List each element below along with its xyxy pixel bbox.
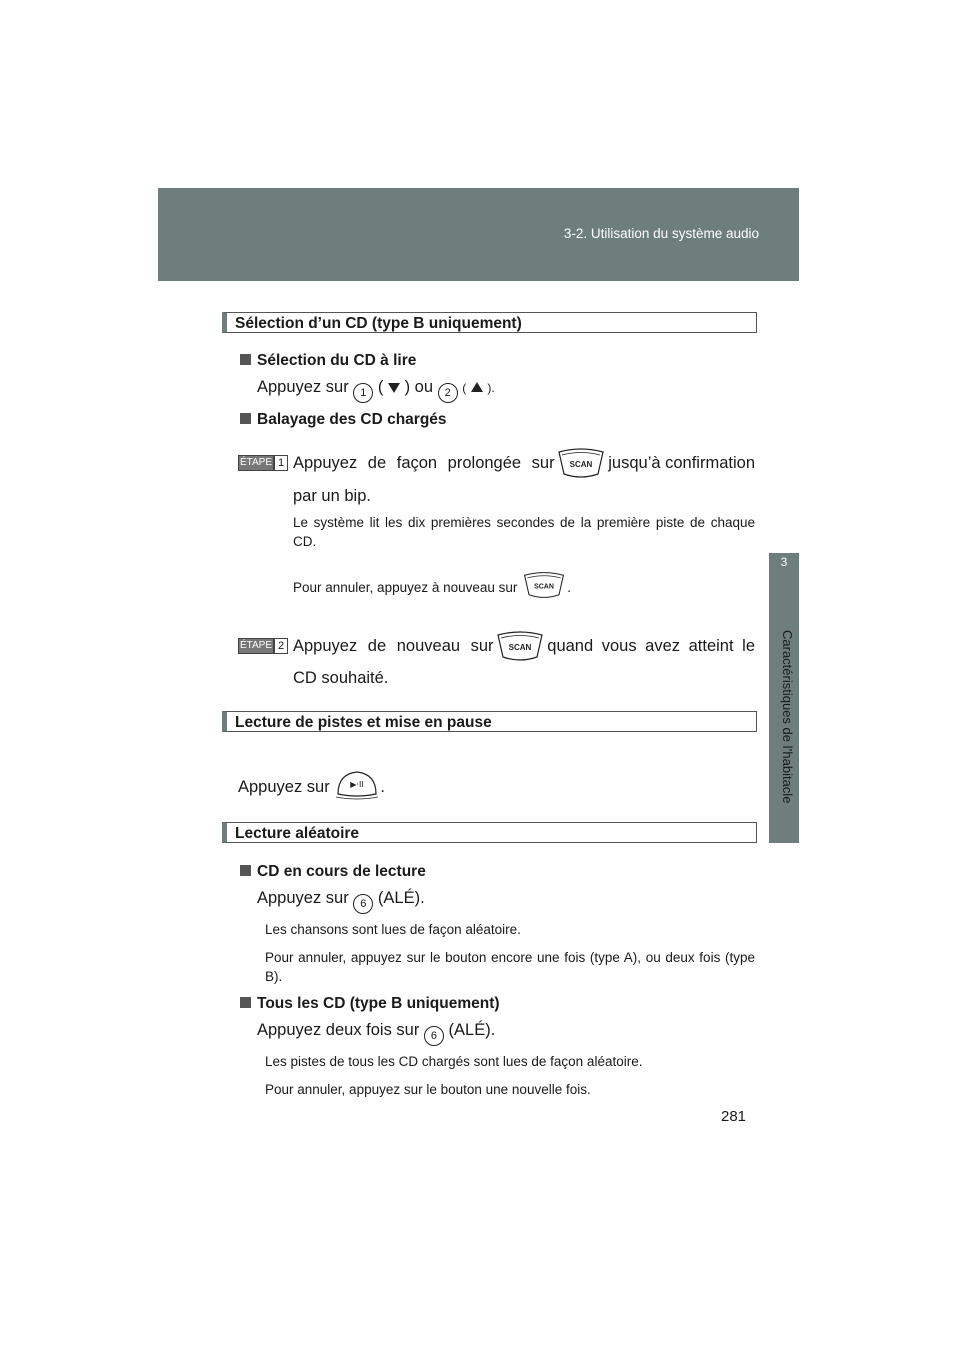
scan-button-icon xyxy=(521,570,567,600)
step-number: 1 xyxy=(274,455,288,471)
step-1-instruction xyxy=(293,446,755,480)
subheading-text: Sélection du CD à lire xyxy=(257,352,417,369)
text: Appuyez sur xyxy=(238,778,330,796)
text: . xyxy=(567,580,571,595)
svg-text:▶·II: ▶·II xyxy=(350,780,365,789)
chapter-number: 3 xyxy=(780,555,788,569)
text: Appuyez sur xyxy=(257,889,349,907)
square-bullet-icon xyxy=(240,354,251,365)
step-tag: ÉTAPE xyxy=(238,455,274,471)
chapter-label: Caractéristiques de l’habitacle xyxy=(780,630,795,804)
step-1-badge xyxy=(238,455,288,471)
text: ) ou xyxy=(404,378,434,396)
text: (ALÉ). xyxy=(448,1021,496,1039)
step-2-badge xyxy=(238,638,288,654)
step-1-cancel-note xyxy=(293,570,571,600)
step-number: 2 xyxy=(274,638,288,654)
section-title-play-pause: Lecture de pistes et mise en pause xyxy=(222,711,757,732)
section-title-random: Lecture aléatoire xyxy=(222,822,757,843)
svg-text:SCAN: SCAN xyxy=(509,643,532,652)
subheading-select-cd xyxy=(240,352,416,370)
svg-text:SCAN: SCAN xyxy=(570,460,593,469)
step-1-note: Le système lit les dix premières secondes de la première piste de chaque CD. xyxy=(293,515,755,549)
text: ( xyxy=(462,381,467,395)
text: Pour annuler, appuyez à nouveau sur xyxy=(293,580,518,595)
step-tag: ÉTAPE xyxy=(238,638,274,654)
section-title-cd-selection: Sélection d’un CD (type B uniquement) xyxy=(222,312,757,333)
text: Appuyez deux fois sur xyxy=(257,1021,420,1039)
random-all-cancel-note: Pour annuler, appuyez sur le bouton une nouvelle fois. xyxy=(265,1082,591,1097)
random-current-cancel-note: Pour annuler, appuyez sur le bouton encore une fois (type A), ou deux fois (type B). xyxy=(265,950,755,984)
text: Appuyez de façon prolongée sur xyxy=(293,453,555,472)
button-6-icon: 6 xyxy=(424,1026,444,1046)
subheading-text: Tous les CD (type B uniquement) xyxy=(257,995,500,1012)
text: Appuyez de nouveau sur xyxy=(293,636,494,655)
random-current-note: Les chansons sont lues de façon aléatoire. xyxy=(265,922,521,937)
square-bullet-icon xyxy=(240,865,251,876)
instruction-random-current xyxy=(257,889,425,914)
play-pause-button-icon xyxy=(334,768,380,802)
instruction-random-all xyxy=(257,1021,495,1046)
square-bullet-icon xyxy=(240,413,251,424)
page-number: 281 xyxy=(721,1108,747,1125)
step-1-continuation: par un bip. xyxy=(293,487,371,505)
button-2-icon: 2 xyxy=(438,383,458,403)
text: ). xyxy=(487,381,495,395)
instruction-select-cd xyxy=(257,378,495,403)
triangle-down-icon xyxy=(388,383,400,393)
step-2-instruction xyxy=(293,629,755,663)
scan-button-icon xyxy=(495,629,545,663)
text: . xyxy=(380,778,385,796)
random-all-note: Les pistes de tous les CD chargés sont lues de façon aléatoire. xyxy=(265,1054,643,1069)
subheading-scan-cds xyxy=(240,411,447,429)
subheading-all-cds xyxy=(240,995,500,1013)
triangle-up-icon xyxy=(471,382,483,392)
header-band xyxy=(158,188,799,281)
instruction-play-pause xyxy=(238,768,385,802)
text: ( xyxy=(377,378,384,396)
text: quand vous avez atteint le xyxy=(547,636,755,655)
subheading-text: Balayage des CD chargés xyxy=(257,411,447,428)
text: (ALÉ). xyxy=(377,889,425,907)
subheading-text: CD en cours de lecture xyxy=(257,863,426,880)
scan-button-icon xyxy=(556,446,606,480)
button-1-icon: 1 xyxy=(353,383,373,403)
step-2-continuation: CD souhaité. xyxy=(293,669,389,687)
text: Appuyez sur xyxy=(257,378,349,396)
button-6-icon: 6 xyxy=(353,894,373,914)
section-breadcrumb: 3-2. Utilisation du système audio xyxy=(563,226,759,241)
square-bullet-icon xyxy=(240,997,251,1008)
subheading-current-cd xyxy=(240,863,426,881)
svg-text:SCAN: SCAN xyxy=(534,583,555,591)
text: jusqu’à confirmation xyxy=(608,453,755,472)
